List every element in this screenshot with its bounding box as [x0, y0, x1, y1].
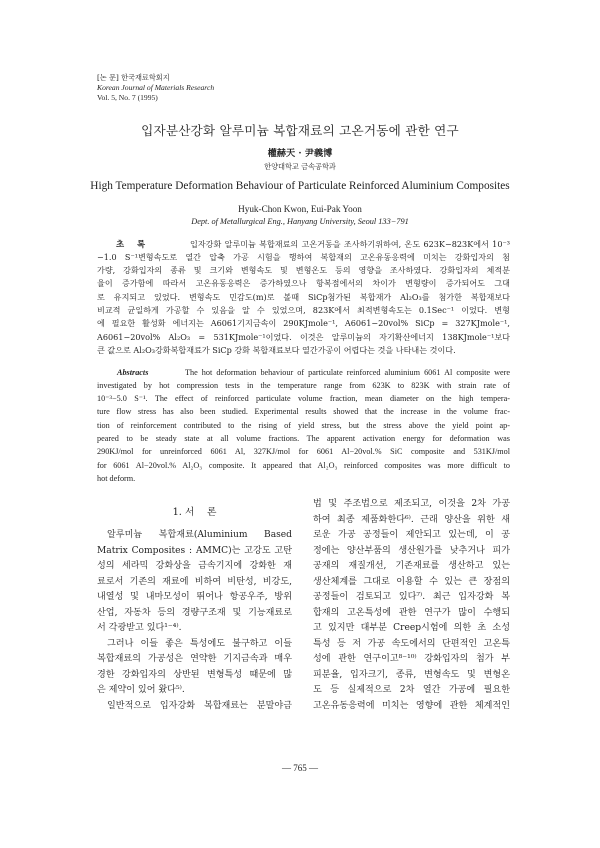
abstract-korean-first-line: [97, 238, 510, 251]
body-line: 그러나 이들 좋은 특성에도 불구하고 이들: [107, 638, 292, 649]
abstract-english-line: ture flow stress has also been studied. Experimental results showed that the increase in the volume frac-: [97, 407, 510, 417]
body-line: 특성 등 저 가공 속도에서의 단편적인 고온특: [313, 638, 510, 649]
body-line: 로운 가공 공정들이 제안되고 있는데, 이 공: [313, 530, 510, 540]
journal-header: [97, 73, 214, 103]
body-line: 알루미늄 복합재료(Aluminium Based: [107, 530, 292, 540]
body-line: 고 있지만 대부분 Creep시험에 의한 초 소성: [313, 623, 510, 633]
abstract-english-label: Abstracts: [117, 367, 149, 377]
body-line: 하여 최종 제품화한다⁶⁾. 근래 양산을 위한 새: [313, 514, 510, 525]
body-column-left: [97, 528, 292, 714]
body-line: Matrix Composites : AMMC)는 고강도 고탄: [97, 545, 292, 556]
abstract-korean-line: A6061−20vol% Al₂O₃ = 531KJmole⁻¹이었다. 이것은 알루미늄의 자기확산에너지 138KJmole⁻¹보다: [97, 331, 510, 342]
affiliation-korean: 한양대학교 금속공학과: [264, 162, 336, 171]
body-line: 일반적으로 입자강화 복합재료는 분말야금: [107, 700, 292, 711]
page-number: — 765 —: [282, 763, 318, 773]
abstract-korean-line: 에 필요한 활성화 에너지는 A6061기지금속이 290KJmole⁻¹, A6061−20vol% SiCp = 327KJmole⁻¹,: [97, 318, 510, 329]
authors-english: Hyuk-Chon Kwon, Eui-Pak Yoon: [238, 204, 362, 214]
abstract-korean-line: 큰 값으로 Al₂O₃강화복합재료가 SiCp 강화 복합재료보다 열간가공이 어렵다는 것을 나타내는 것이다.: [97, 344, 456, 355]
abstract-english-line: The hot deformation behaviour of particulate reinforced aluminium 6061 Al composite were: [185, 367, 510, 377]
abstract-english-line: peared to be steady state at all volume fractions. The apparent activation energy for deformation was: [97, 433, 510, 443]
abstract-korean-line: 로 유지되고 있었다. 변형속도 민감도(m)로 볼때 SiCp첨가된 복합재가 Al₂O₃를 첨가한 복합재보다: [97, 291, 510, 302]
body-line: 공재의 재질개선, 기존재료를 생산하고 있는: [313, 561, 510, 571]
abstract-korean-label: 초 록: [116, 238, 151, 249]
abstract-english-first-line: [97, 366, 510, 379]
body-line: 공정들이 검토되고 있다⁷⁾. 최근 입자강화 복: [313, 592, 510, 602]
abstract-english-line: for 6061 Al−20vol.% Al₂O₃ composite. It appeared that Al₂O₃ reinforced composites was more difficult to: [97, 460, 510, 470]
body-line: 고온유동응력에 미치는 영향에 관한 체계적인: [313, 700, 510, 711]
body-line: 료로서 기존의 재료에 비하여 비탄성, 비강도,: [97, 576, 292, 587]
body-line: 서 각광받고 있다¹⁻⁴⁾.: [97, 623, 182, 633]
abstract-english-line: hot deform.: [97, 473, 136, 483]
abstract-english-line: investigated by hot compression tests in the temperature range from 623K to 823K with strain rate of: [97, 380, 510, 390]
article-category: [논 문] 한국재료학회지: [97, 73, 170, 82]
section-heading-introduction: 1. 서 론: [172, 507, 217, 518]
title-korean: 입자분산강화 알루미늄 복합재료의 고온거동에 관한 연구: [141, 123, 459, 138]
body-line: 산업, 자동차 등의 경량구조재 및 기능재료로: [97, 607, 292, 618]
abstract-english-line: 290KJ/mol for unreinforced 6061 Al, 327KJ/mol for 6061 Al−20vol.% SiC composite and 531KJ/mol: [97, 447, 510, 457]
body-line: 도 등 실제적으로 2차 열간 가공에 필요한: [313, 685, 510, 695]
abstract-korean-line: 율이 증가함에 따라서 고온유동응력은 증가하였으나 항복점에서의 차이가 변형량이 증가되어도 그대: [97, 278, 510, 289]
abstract-english-line: 10⁻³−5.0 S⁻¹. The effect of reinforced particulate volume fraction, mean diameter on the high tempera-: [97, 394, 510, 404]
body-line: 법 및 주조법으로 제조되고, 이것을 2차 가공: [313, 499, 510, 509]
body-line: 피분율, 입자크기, 종류, 변형속도 및 변형온: [313, 669, 510, 680]
journal-volume: Vol. 5, No. 7 (1995): [97, 93, 158, 102]
abstract-english-line: tion of reinforcement contributed to the rising of yield stress, but the stress above the yield point ap-: [97, 420, 510, 430]
abstract-korean-line: 입자강화 알루미늄 복합재료의 고온거동을 조사하기위하여, 온도 623K−823K에서 10⁻³: [190, 238, 510, 249]
body-line: 내열성 및 내마모성이 뛰어나 항공우주, 방위: [97, 592, 292, 602]
body-line: 성의 세라믹 강화상을 금속기지에 강화한 재: [97, 561, 292, 571]
body-line: 복합재료의 가공성은 연약한 기지금속과 매우: [97, 654, 292, 664]
abstract-korean-line: −1.0 S⁻¹변형속도로 열간 압축 가공 시험을 행하여 복합재의 고온유동응력에 미치는 강화입자의 첨: [97, 251, 510, 262]
body-line: 합재의 고온특성에 관한 연구가 많이 수행되: [313, 607, 510, 618]
body-line: 생산체계를 그대로 이용할 수 있는 큰 장점의: [313, 576, 510, 587]
body-line: 정에는 양산부품의 생산원가를 낮추거나 피가: [313, 545, 510, 556]
journal-name: Korean Journal of Materials Research: [97, 83, 215, 92]
authors-korean: 權赫天 · 尹義博: [267, 148, 333, 159]
abstract-english: [97, 366, 510, 486]
abstract-korean: [97, 238, 510, 358]
abstract-korean-line: 비교적 균일하게 가공할 수 있음을 알 수 있었으며, 823K에서 최적변형속도는 0.1Sec⁻¹ 이었다. 변형: [97, 304, 510, 315]
title-english: High Temperature Deformation Behaviour of Particulate Reinforced Aluminium Composites: [90, 180, 510, 192]
body-column-right: [313, 497, 510, 714]
affiliation-english: Dept. of Metallurgical Eng., Hanyang University, Seoul 133−791: [191, 217, 409, 226]
abstract-korean-line: 가량, 강화입자의 종류 및 크기와 변형속도 및 변형온도 등의 영향을 조사하였다. 강화입자의 체적분: [97, 265, 510, 276]
body-line: 성에 관한 연구이고⁸⁻¹⁰⁾ 강화입자의 첨가 부: [313, 654, 510, 664]
body-line: 경한 강화입자의 상반된 변형특성 때문에 많: [97, 669, 292, 680]
body-line: 은 제약이 있어 왔다⁵⁾.: [97, 685, 185, 695]
